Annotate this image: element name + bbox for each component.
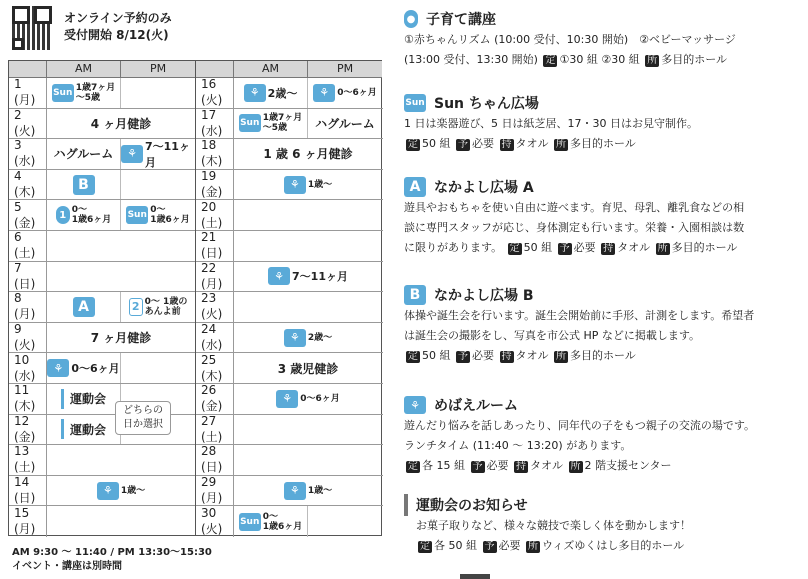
section-text: お菓子取りなど、様々な競技で楽しく体を動かします！ — [416, 519, 691, 532]
section-title: 子育て講座 — [426, 12, 496, 28]
sun-icon: Sun — [52, 84, 74, 102]
day-label: 19 (金) — [196, 170, 234, 200]
day-row-8 — [9, 292, 195, 323]
day-label: 21 (日) — [196, 231, 234, 261]
day-row-9 — [9, 323, 195, 354]
day-label: 12 (金) — [9, 415, 47, 445]
section-text: ①赤ちゃんリズム (10:00 受付、10:30 開始) ②ベビーマッサージ — [404, 33, 736, 46]
day-row-23 — [196, 292, 383, 323]
section-title: めばえルーム — [434, 398, 518, 414]
day-label: 29 (月) — [196, 476, 234, 506]
day-row-16 — [196, 78, 383, 109]
event-text: 2歳〜 — [307, 332, 333, 343]
day-label: 1 (月) — [9, 78, 47, 108]
event-text: 0〜6ヶ月 — [337, 87, 377, 98]
reservation-text: 必要 — [573, 241, 596, 254]
capacity-text: ②30 組 — [601, 53, 640, 66]
section-title: Sun ちゃん広場 — [434, 96, 539, 112]
tag-capacity: 定 — [545, 55, 556, 66]
registration-online-only: オンライン予約のみ — [64, 11, 172, 25]
bring-text: タオル — [617, 241, 651, 254]
event-text: 0〜6ヶ月 — [300, 393, 340, 404]
event-text: 3 歳児健診 — [277, 361, 339, 376]
day-label: 15 (月) — [9, 506, 47, 537]
hours-line: AM 9:30 〜 11:40 / PM 13:30〜15:30 — [12, 547, 212, 558]
reservation-text: 必要 — [486, 459, 509, 472]
day-label: 2 (火) — [9, 109, 47, 139]
tag-capacity: 定 — [408, 351, 418, 362]
day-row-7 — [9, 262, 195, 293]
sprout-icon: ⚘ — [47, 359, 69, 377]
tag-bring: 持 — [501, 139, 512, 150]
sun-icon: Sun — [239, 114, 261, 132]
tag-place: 所 — [647, 55, 658, 66]
place-text: 多目的ホール — [570, 137, 636, 150]
calendar-footer — [12, 546, 212, 574]
day-label: 4 (木) — [9, 170, 47, 200]
day-label: 9 (火) — [9, 323, 47, 353]
section-text: に限りがあります。 — [404, 241, 503, 254]
sun-icon: Sun — [404, 94, 426, 112]
letter-a-icon: A — [73, 297, 95, 317]
day-row-18 — [196, 139, 383, 170]
day-label: 27 (土) — [196, 415, 234, 445]
day-label: 14 (日) — [9, 476, 47, 506]
day-label: 24 (水) — [196, 323, 234, 353]
sports-day-event: 運動会 — [61, 389, 106, 409]
event-text: 0〜 1歳の あんよ前 — [144, 296, 188, 317]
day-label: 26 (金) — [196, 384, 234, 414]
section-text: 遊んだり悩みを話しあったり、同年代の子をもつ親子の交流の場です。 — [404, 419, 756, 432]
sports-day-event: 運動会 — [61, 419, 106, 439]
sprout-icon: ⚘ — [284, 482, 306, 500]
event-text: 0〜6ヶ月 — [71, 362, 120, 376]
tag-place: 所 — [556, 139, 566, 150]
section-sports-day-notice — [404, 494, 802, 556]
tag-reservation: 予 — [472, 461, 483, 472]
tag-bring: 持 — [603, 243, 614, 254]
day-label: 11 (木) — [9, 384, 47, 414]
day-label: 10 (水) — [9, 353, 47, 383]
sun-icon: Sun — [239, 513, 261, 531]
day-row-21 — [196, 231, 383, 262]
letter-b-icon: B — [404, 285, 426, 305]
place-text: ウィズゆくはし多目的ホール — [542, 539, 685, 552]
choose-day-note: どちらの 日か選択 — [115, 401, 171, 435]
tag-place: 所 — [570, 461, 581, 472]
day-row-3 — [9, 139, 195, 170]
day-label: 25 (木) — [196, 353, 234, 383]
tag-reservation: 予 — [559, 243, 570, 254]
reservation-text: 必要 — [498, 539, 521, 552]
am-header: AM — [234, 61, 308, 78]
tag-reservation: 予 — [484, 541, 495, 552]
section-title: なかよし広場 B — [434, 288, 534, 304]
number-2-icon: 2 — [129, 298, 143, 316]
event-text: 1歳〜 — [307, 179, 333, 190]
event-text: 7 ヶ月健診 — [90, 331, 152, 346]
section-text: 遊具やおもちゃを使い自由に遊べます。育児、母乳、離乳食などの相 — [404, 201, 745, 214]
calendar — [8, 60, 382, 536]
balloon-icon: 1 — [56, 206, 70, 224]
day-row-25 — [196, 353, 383, 384]
registration-note — [64, 10, 172, 44]
event-text: 1歳〜 — [120, 485, 146, 496]
capacity-text: ①30 組 — [559, 53, 598, 66]
tag-bring: 持 — [516, 461, 526, 472]
section-text: は誕生会の撮影をし、写真を市公式 HP などに掲載します。 — [404, 329, 701, 342]
event-text: 2歳〜 — [267, 86, 298, 100]
sprout-icon: ⚘ — [121, 145, 143, 163]
calendar-right-half — [196, 61, 383, 535]
day-row-5 — [9, 200, 195, 231]
section-text: 1 日は楽器遊び、5 日は紙芝居、17・30 日はお見守制作。 — [404, 117, 699, 130]
sprout-icon: ⚘ — [404, 396, 426, 414]
tag-bring: 持 — [501, 351, 512, 362]
event-text: 1歳7ヶ月 〜5歳 — [75, 82, 116, 103]
letter-a-icon: A — [404, 177, 426, 197]
day-label: 16 (火) — [196, 78, 234, 108]
letter-b-icon: B — [73, 175, 95, 195]
calendar-left-half — [9, 61, 196, 535]
pm-header: PM — [308, 61, 382, 78]
day-row-30 — [196, 506, 383, 537]
tag-reservation: 予 — [458, 139, 468, 150]
section-sun-plaza — [404, 92, 802, 154]
capacity-text: 各 15 組 — [422, 459, 465, 472]
section-title: 運動会のお知らせ — [416, 498, 528, 514]
events-time-note: イベント・講座は別時間 — [12, 561, 122, 572]
day-label: 6 (土) — [9, 231, 47, 261]
bring-text: タオル — [515, 349, 549, 362]
day-row-6 — [9, 231, 195, 262]
day-row-20 — [196, 200, 383, 231]
day-row-14 — [9, 476, 195, 507]
tag-capacity: 定 — [420, 541, 430, 552]
event-text: 1 歳 6 ヶ月健診 — [263, 147, 353, 162]
bring-text: タオル — [530, 459, 563, 472]
day-row-24 — [196, 323, 383, 354]
event-text: 7〜11ヶ月 — [292, 270, 348, 284]
day-row-13 — [9, 445, 195, 476]
section-nakayoshi-a — [404, 176, 802, 258]
reservation-text: 必要 — [472, 349, 494, 362]
day-row-10 — [9, 353, 195, 384]
section-text: (13:00 受付、13:30 開始) — [404, 53, 538, 66]
sprout-icon: ⚘ — [244, 84, 266, 102]
capacity-text: 各 50 組 — [434, 539, 477, 552]
page-edge-mark — [460, 574, 490, 579]
qr-code — [12, 6, 52, 50]
section-mebae-room — [404, 394, 802, 476]
day-label: 13 (土) — [9, 445, 47, 475]
tag-place: 所 — [528, 541, 538, 552]
day-row-2 — [9, 109, 195, 140]
day-label: 30 (火) — [196, 506, 234, 537]
day-row-26 — [196, 384, 383, 415]
place-text: 多目的ホール — [570, 349, 636, 362]
tag-capacity: 定 — [408, 139, 418, 150]
event-text: 1歳〜 — [307, 485, 333, 496]
day-row-4 — [9, 170, 195, 201]
registration-start: 受付開始 8/12(火) — [64, 28, 169, 42]
pm-header: PM — [121, 61, 195, 78]
event-text: 0〜 1歳6ヶ月 — [71, 205, 112, 226]
tag-capacity: 定 — [408, 461, 418, 472]
bring-text: タオル — [515, 137, 549, 150]
tag-place: 所 — [556, 351, 566, 362]
day-label: 8 (月) — [9, 292, 47, 322]
place-text: 2 階支援センター — [584, 459, 672, 472]
day-row-22 — [196, 262, 383, 293]
event-text: 1歳7ヶ月 〜5歳 — [262, 113, 303, 134]
sprout-icon: ⚘ — [97, 482, 119, 500]
day-row-1 — [9, 78, 195, 109]
event-text: 0〜 1歳6ヶ月 — [262, 511, 303, 532]
day-label: 28 (日) — [196, 445, 234, 475]
event-text: 4 ヶ月健診 — [90, 116, 152, 131]
balloon-icon: ● — [404, 10, 418, 28]
event-text: 7〜11ヶ月 — [145, 139, 190, 169]
reservation-text: 必要 — [472, 137, 494, 150]
section-nakayoshi-b — [404, 284, 802, 366]
day-label: 18 (木) — [196, 139, 234, 169]
place-text: 多目的ホール — [661, 53, 727, 66]
tag-reservation: 予 — [458, 351, 468, 362]
section-text: 体操や誕生会を行います。誕生会開始前に手形、計測をします。希望者 — [404, 309, 755, 322]
am-header: AM — [47, 61, 121, 78]
day-row-27 — [196, 415, 383, 446]
day-label: 22 (月) — [196, 262, 234, 292]
sprout-icon: ⚘ — [284, 176, 306, 194]
tag-capacity: 定 — [509, 243, 520, 254]
capacity-text: 50 組 — [422, 137, 451, 150]
sprout-icon: ⚘ — [313, 84, 335, 102]
event-text: ハグルーム — [47, 139, 121, 169]
day-row-29 — [196, 476, 383, 507]
day-label: 17 (水) — [196, 109, 234, 139]
sprout-icon: ⚘ — [284, 329, 306, 347]
day-row-28 — [196, 445, 383, 476]
section-parenting-lecture — [404, 8, 802, 70]
capacity-text: 50 組 — [422, 349, 451, 362]
day-label: 7 (日) — [9, 262, 47, 292]
tag-place: 所 — [657, 243, 668, 254]
section-text: ランチタイム (11:40 〜 13:20) があります。 — [404, 439, 632, 452]
section-title: なかよし広場 A — [434, 180, 534, 196]
day-label: 20 (土) — [196, 200, 234, 230]
day-row-19 — [196, 170, 383, 201]
place-text: 多目的ホール — [671, 241, 738, 254]
sun-icon: Sun — [126, 206, 148, 224]
sprout-icon: ⚘ — [268, 267, 290, 285]
sprout-icon: ⚘ — [276, 390, 298, 408]
event-text: 0〜 1歳6ヶ月 — [150, 205, 190, 226]
event-text: ハグルーム — [315, 116, 375, 131]
capacity-text: 50 組 — [523, 241, 553, 254]
day-row-15 — [9, 506, 195, 537]
day-label: 3 (水) — [9, 139, 47, 169]
day-label: 5 (金) — [9, 200, 47, 230]
day-label: 23 (火) — [196, 292, 234, 322]
section-text: 談に専門スタッフが応じ、身体測定も行います。栄養・入園相談は数 — [404, 221, 745, 234]
day-row-17 — [196, 109, 383, 140]
